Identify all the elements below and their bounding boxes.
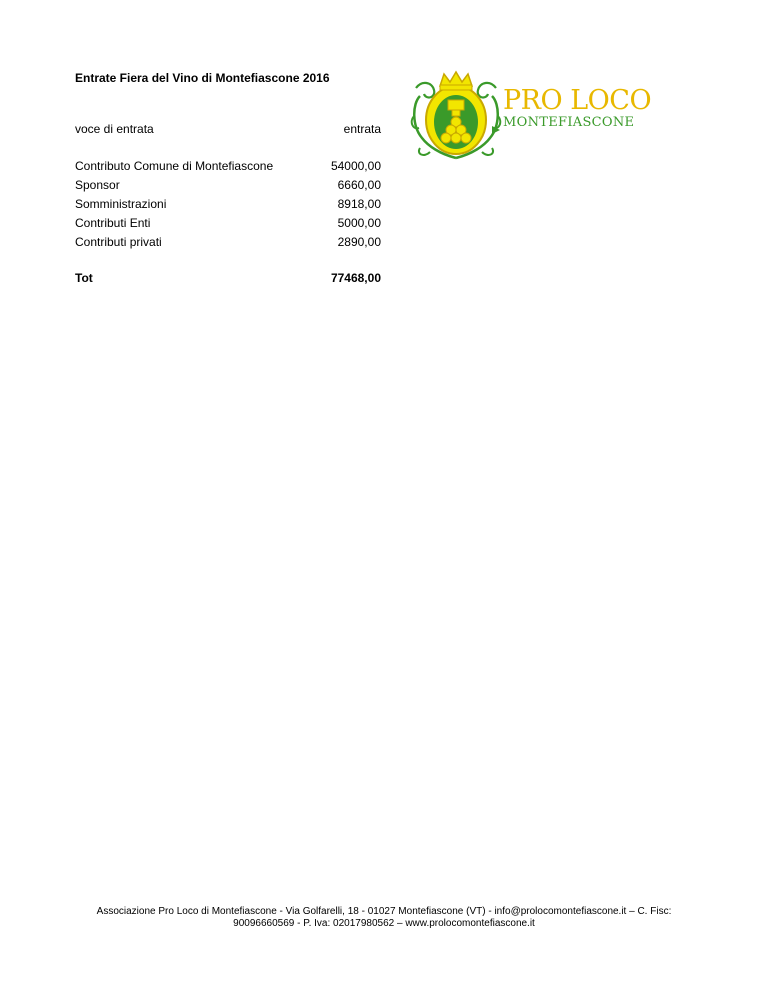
footer (60, 906, 708, 930)
row-value: 8918,00 (337, 197, 381, 211)
row-label: Contributo Comune di Montefiascone (75, 159, 274, 173)
table-row (75, 196, 381, 212)
table-row (75, 234, 381, 250)
row-label: Contributi Enti (75, 216, 151, 230)
logo-title: PRO LOCO (503, 85, 652, 116)
total-row (75, 270, 381, 286)
row-value: 5000,00 (337, 216, 381, 230)
coat-of-arms-icon (410, 68, 502, 163)
row-value: 6660,00 (337, 178, 381, 192)
row-value: 2890,00 (337, 235, 381, 249)
header-value: entrata (343, 122, 381, 136)
row-label: Sponsor (75, 178, 120, 192)
row-label: Contributi privati (75, 235, 162, 249)
table-row (75, 177, 381, 193)
logo-subtitle: MONTEFIASCONE (503, 115, 635, 130)
row-label: Somministrazioni (75, 197, 167, 211)
table-row (75, 158, 381, 174)
header-label: voce di entrata (75, 122, 154, 136)
footer-line-2: 90096660569 - P. Iva: 02017980562 – www.prolocomontefiascone.it (233, 918, 535, 929)
footer-line-1: Associazione Pro Loco di Montefiascone - Via Golfarelli, 18 - 01027 Montefiascone (VT) - info@prolocomontefiascone.it – C. Fisc: (96, 906, 672, 917)
page-title: Entrate Fiera del Vino di Montefiascone 2016 (75, 71, 330, 85)
table-row (75, 215, 381, 231)
total-value: 77468,00 (330, 271, 381, 285)
pro-loco-logo (410, 68, 652, 163)
table-header (75, 121, 381, 137)
row-value: 54000,00 (330, 159, 381, 173)
total-label: Tot (75, 271, 93, 285)
